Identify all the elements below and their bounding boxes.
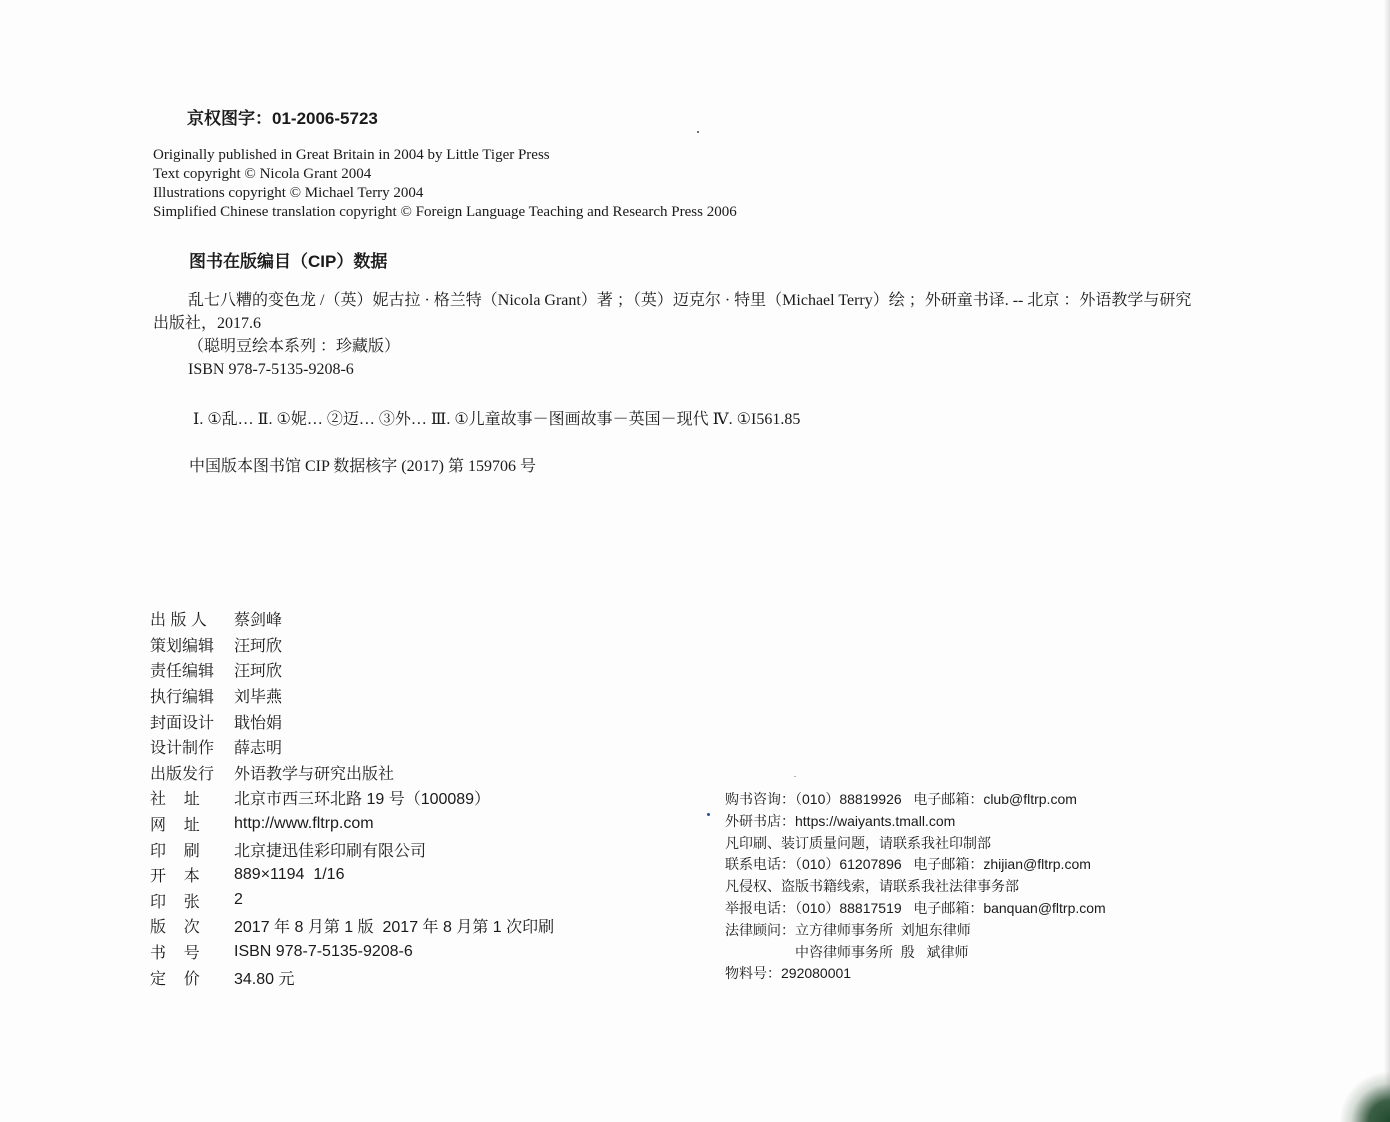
credit-label: 版 次 xyxy=(150,919,200,937)
credit-value: 汪珂欣 xyxy=(234,637,283,655)
contact-line: 外研书店：https://waiyants.tmall.com xyxy=(725,812,956,829)
scan-speck xyxy=(794,776,796,777)
cip-heading: 图书在版编目（CIP）数据 xyxy=(189,252,388,271)
credit-value: 汪珂欣 xyxy=(234,663,283,681)
contact-line: 举报电话：（010）88817519 电子邮箱：banquan@fltrp.com xyxy=(725,899,1106,916)
credit-row xyxy=(150,657,554,683)
credit-row xyxy=(150,734,554,760)
cip-classification: Ⅰ. ①乱… Ⅱ. ①妮… ②迈… ③外… Ⅲ. ①儿童故事－图画故事－英国－现代 Ⅳ. ①I561.85 xyxy=(193,411,801,428)
credit-value: 蔡剑峰 xyxy=(234,612,283,630)
credit-label: 开 本 xyxy=(150,868,200,886)
publication-credits xyxy=(150,606,554,990)
copyright-line: Text copyright © Nicola Grant 2004 xyxy=(153,166,372,182)
copyright-notice xyxy=(153,146,737,222)
cip-record xyxy=(153,289,1191,381)
credit-label: 策划编辑 xyxy=(150,637,215,655)
scan-speck xyxy=(707,813,710,816)
credit-label: 社 址 xyxy=(150,791,200,809)
credit-row xyxy=(150,683,554,709)
contact-line: 物料号：292080001 xyxy=(725,965,852,982)
cip-isbn: ISBN 978-7-5135-9208-6 xyxy=(188,361,354,378)
contact-information xyxy=(725,789,1106,985)
cip-title-line: 乱七八糟的变色龙 /（英）妮古拉 · 格兰特（Nicola Grant）著 ；（英）迈克尔 · 特里（Michael Terry）绘 ；外研童书译. -- 北京 ：外语教学与研究 xyxy=(188,292,1192,309)
credit-value: 北京捷迅佳彩印刷有限公司 xyxy=(234,842,427,860)
contact-line: 联系电话：（010）61207896 电子邮箱：zhijian@fltrp.com xyxy=(725,856,1091,873)
credit-label: 出 版 人 xyxy=(150,612,207,630)
copyright-line: Simplified Chinese translation copyright © Foreign Language Teaching and Research Press 2006 xyxy=(153,204,737,220)
page-edge-shadow xyxy=(1384,0,1390,1122)
credit-value: 2017 年 8 月第 1 版 2017 年 8 月第 1 次印刷 xyxy=(234,919,555,937)
credit-row xyxy=(150,964,554,990)
credit-value: 刘毕燕 xyxy=(234,689,283,707)
contact-line: 中咨律师事务所 殷 斌律师 xyxy=(795,943,969,960)
credit-label: 定 价 xyxy=(150,970,200,988)
credit-value: 889×1194 1/16 xyxy=(234,865,345,883)
credit-row xyxy=(150,760,554,786)
credit-row xyxy=(150,836,554,862)
credit-row xyxy=(150,939,554,965)
contact-line: 凡印刷、装订质量问题，请联系我社印制部 xyxy=(725,834,991,851)
credit-label: 印 张 xyxy=(150,893,200,911)
contact-line: 法律顾问：立方律师事务所 刘旭东律师 xyxy=(725,921,971,938)
credit-row xyxy=(150,708,554,734)
credit-row xyxy=(150,785,554,811)
page-corner-shadow xyxy=(1340,1072,1390,1122)
contact-line: 购书咨询：（010）88819926 电子邮箱：club@fltrp.com xyxy=(725,791,1077,807)
credit-label: 设计制作 xyxy=(150,740,215,758)
credit-row xyxy=(150,606,554,632)
credit-row xyxy=(150,913,554,939)
credit-label: 出版发行 xyxy=(150,765,215,783)
credit-value: 薛志明 xyxy=(234,740,283,758)
credit-value: 外语教学与研究出版社 xyxy=(234,765,395,783)
credit-row xyxy=(150,862,554,888)
credit-value: 2 xyxy=(234,891,243,909)
cip-record-number: 中国版本图书馆 CIP 数据核字 (2017) 第 159706 号 xyxy=(189,458,536,475)
credit-value: 戢怡娟 xyxy=(234,714,283,732)
contact-line: 凡侵权、盗版书籍线索，请联系我社法律事务部 xyxy=(725,878,1019,895)
credit-label: 印 刷 xyxy=(150,842,200,860)
credit-label: 执行编辑 xyxy=(150,689,215,707)
credit-label: 责任编辑 xyxy=(150,663,215,681)
copyright-line: Originally published in Great Britain in 2004 by Little Tiger Press xyxy=(153,147,550,163)
credit-row xyxy=(150,888,554,914)
copyright-permit-number: 京权图字：01-2006-5723 xyxy=(187,109,378,128)
credit-value: ISBN 978-7-5135-9208-6 xyxy=(234,942,413,960)
credit-value: 34.80 元 xyxy=(234,970,295,988)
credit-value: http://www.fltrp.com xyxy=(234,814,374,832)
credit-row xyxy=(150,632,554,658)
copyright-line: Illustrations copyright © Michael Terry 2004 xyxy=(153,185,424,201)
credit-label: 书 号 xyxy=(150,945,200,963)
scan-speck xyxy=(697,131,699,133)
cip-series: （聪明豆绘本系列 ：珍藏版） xyxy=(188,338,401,355)
credit-value: 北京市西三环北路 19 号（100089） xyxy=(234,791,491,809)
credit-row xyxy=(150,811,554,837)
cip-publisher-line: 出版社，2017.6 xyxy=(153,315,262,332)
credit-label: 网 址 xyxy=(150,817,200,835)
credit-label: 封面设计 xyxy=(150,714,215,732)
